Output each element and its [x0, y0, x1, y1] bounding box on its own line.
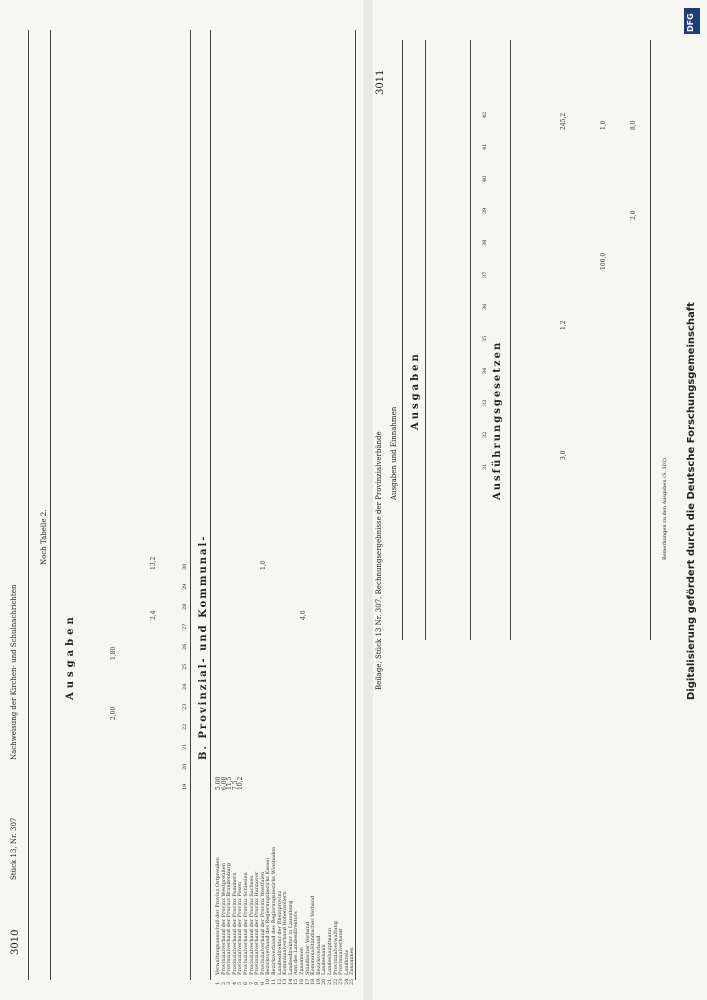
column-number: 25: [182, 663, 188, 670]
row-number: 22: [332, 978, 339, 985]
row-number: 24: [343, 978, 350, 985]
column-number: 40: [482, 175, 488, 182]
column-number: 36: [482, 303, 488, 310]
row-number: 18: [310, 978, 317, 985]
table-cell-value: 100,0: [600, 252, 607, 270]
left-page-number: 3010: [10, 929, 21, 955]
right-rule: [425, 40, 426, 640]
right-footnote: Bemerkungen zu den Ausgaben (S. 302): [662, 458, 668, 560]
row-number: 8: [254, 981, 261, 985]
row-label: Bezirksverband: [315, 935, 322, 975]
column-number: 27: [182, 623, 188, 630]
row-value: 7,5: [231, 780, 239, 790]
row-value: 6,00: [220, 776, 228, 790]
row-number: 25: [349, 978, 356, 985]
column-number: 35: [482, 335, 488, 342]
row-label: Bezirksverband des Regierungsbezirks Kassel: [265, 858, 272, 975]
row-label: Landeshauptmann: [327, 927, 333, 975]
row-number: 13: [282, 978, 289, 985]
row-number: 7: [248, 981, 255, 985]
column-number: 30: [182, 563, 188, 570]
left-rule: [28, 30, 29, 980]
row-label: Bezirksverband des Regierungsbezirks Wiesbaden: [271, 846, 277, 975]
row-label: Provinzialverband der Provinz Pommern: [231, 872, 238, 975]
row-value: 11,5: [226, 776, 234, 790]
row-label: Ständischer Verband: [304, 921, 311, 975]
column-number: 39: [482, 207, 488, 214]
page-gutter: [363, 0, 373, 1000]
table-cell-value: 1,0: [260, 560, 267, 570]
left-rule: [50, 30, 51, 980]
column-number: 19: [182, 783, 188, 790]
row-label: Verwaltungsausschuß der Provinz Ostpreußen: [215, 857, 221, 975]
left-rule: [190, 30, 191, 980]
row-label: Amt des Landesdirektors: [293, 911, 300, 975]
row-label: Provinzialverband der Provinz Westfalen: [259, 871, 266, 975]
row-number: 10: [265, 978, 272, 985]
left-table-title: Ausgaben: [65, 613, 76, 700]
table-cell-value: 1,2: [560, 320, 567, 330]
row-label: Zusammen: [299, 947, 305, 975]
row-number: 23: [338, 978, 345, 985]
column-number: 23: [182, 703, 188, 710]
column-number: 29: [182, 583, 188, 590]
row-number: 15: [293, 978, 300, 985]
right-table-title: Ausgaben und Einnahmen: [390, 406, 398, 500]
row-label: Provinzialverwaltung: [332, 921, 339, 975]
table-cell-value: 3,0: [560, 450, 567, 460]
column-number: 26: [182, 643, 188, 650]
row-number: 20: [321, 978, 328, 985]
right-subtitle: Ausführungsgesetzen: [492, 340, 503, 500]
row-number: 1: [215, 981, 221, 985]
left-continued: Noch Tabelle 2.: [40, 509, 48, 565]
row-number: 16: [299, 978, 305, 985]
row-number: 21: [327, 978, 333, 985]
column-number: 34: [482, 367, 488, 374]
row-number: 2: [220, 981, 227, 985]
column-number: 24: [182, 683, 188, 690]
column-number: 32: [482, 431, 488, 438]
table-cell-value: 4,0: [300, 610, 307, 620]
column-number: 42: [482, 111, 488, 118]
right-rule: [510, 40, 511, 640]
row-label: Provinzialverband der Provinz Hannover: [254, 871, 261, 975]
row-value: 5,00: [215, 776, 222, 790]
left-header-ref: Stück 13, Nr. 307: [10, 817, 18, 880]
column-number: 22: [182, 723, 188, 730]
row-number: 3: [226, 981, 233, 985]
right-running-head: Beilage, Stück 13 Nr. 307, Rechnungsergebnisse der Provinzialverbände: [375, 431, 383, 690]
left-subtitle: B. Provinzial- und Kommunal-: [198, 534, 209, 760]
row-number: 11: [271, 978, 277, 985]
left-rule: [355, 30, 356, 980]
row-label: Landesbank: [321, 944, 328, 975]
column-number: 38: [482, 239, 488, 246]
row-label: Provinzialverband der Provinz Brandenburg: [226, 862, 233, 975]
table-cell-value: 13,2: [150, 556, 157, 570]
table-cell-value: 245,2: [560, 112, 567, 130]
row-label: Provinzialverband der Provinz Westpreußen: [220, 863, 227, 975]
row-number: 14: [287, 978, 294, 985]
row-label: Landkreis: [343, 949, 350, 975]
dfg-logo: DFG: [684, 8, 700, 34]
column-number: 20: [182, 763, 188, 770]
row-label: Landesdirektor in Lauenburg: [287, 900, 294, 975]
row-label: Kommunalständischer Verband: [310, 895, 317, 975]
right-rule: [402, 40, 403, 640]
right-rule: [470, 40, 471, 640]
row-number: 12: [276, 978, 283, 985]
right-section-title: Ausgaben: [410, 351, 421, 430]
row-label: Kommunalverband Hohenzollern: [282, 891, 289, 975]
column-number: 28: [182, 603, 188, 610]
row-label: Provinzialverband: [338, 929, 345, 975]
table-cell-value: 8,0: [630, 120, 637, 130]
column-number: 41: [482, 143, 488, 150]
table-cell-value: 1,80: [110, 646, 117, 660]
column-number: 31: [482, 463, 488, 470]
table-cell-value: 1,0: [600, 120, 607, 130]
row-label: Zusammen: [349, 947, 356, 975]
row-number: 4: [231, 981, 238, 985]
column-number: 33: [482, 399, 488, 406]
row-number: 5: [237, 981, 244, 985]
row-label: Provinzialverband der Provinz Posen: [237, 881, 244, 975]
row-number: 17: [304, 978, 311, 985]
row-label: Provinzialverband der Provinz Schlesien: [243, 872, 249, 975]
row-number: 6: [243, 981, 249, 985]
table-cell-value: 2,4: [150, 610, 157, 620]
row-value: 10,2: [237, 776, 245, 790]
table-cell-value: 2,0: [630, 210, 637, 220]
row-label: Landesdirektor der Rheinprovinz: [276, 890, 283, 975]
row-number: 9: [259, 981, 266, 985]
table-cell-value: 2,00: [110, 706, 117, 720]
left-running-head: Nachweisung der Kirchen- und Schulnachrichten: [10, 584, 18, 760]
column-number: 21: [182, 743, 188, 750]
row-label: Provinzialverband der Provinz Sachsen: [248, 875, 255, 975]
column-number: 37: [482, 271, 488, 278]
row-number: 19: [315, 978, 322, 985]
watermark: Digitalisierung gefördert durch die Deutsche Forschungsgemeinschaft: [686, 302, 697, 700]
left-rule: [210, 30, 211, 980]
right-page-number: 3011: [375, 69, 386, 95]
right-rule: [650, 40, 651, 640]
